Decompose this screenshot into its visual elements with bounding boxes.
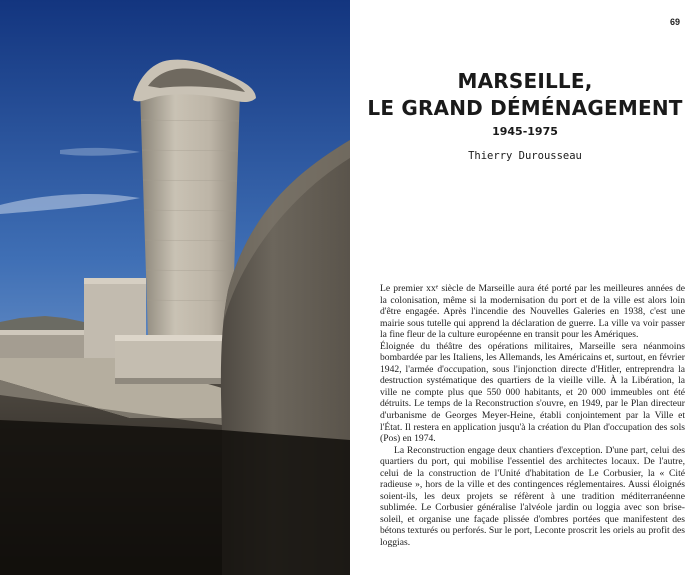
chapter-body <box>380 283 685 549</box>
chapter-title-line-1: MARSEILLE, <box>457 69 593 93</box>
text-page <box>350 0 700 575</box>
chapter-heading <box>350 68 700 162</box>
body-paragraph-2: Éloignée du théâtre des opérations militaires, Marseille sera néanmoins bombardée par les Italiens, les Allemands, les Américains et, surtout, en février 1942, l'armée d'occupation, sous l'injonction directe d'Hitler, entreprendra la destruction systématique des quartiers de la vieille ville. À la Libération, la ville ne compte plus que 550 000 habitants, et 20 000 immeubles ont été détruits. Le temps de la Reconstruction s'ouvre, en 1949, par le Plan directeur d'urbanisme de Georges Meyer-Heine, établi conjointement par la Ville et l'État. Il restera en application jusqu'à la création du Plan d'occupation des sols (Pos) en 1974. <box>380 340 685 445</box>
chapter-dates: 1945-1975 <box>492 125 558 138</box>
body-paragraph-1: Le premier xxᵉ siècle de Marseille aura été porté par les meilleures années de la colonisation, même si la modernisation du port et de la ville est alors loin d'être engagée. Après l'incendie des Nouvelles Galeries en 1938, c'est une mairie sous tutelle qui apprend la déclaration de guerre. La ville va voir passer la fine fleur de la culture européenne en transit pour les Amériques. <box>380 283 685 341</box>
page-number: 69 <box>669 17 680 27</box>
body-paragraph-3: La Reconstruction engage deux chantiers d'exception. D'une part, celui des quartiers du port, qui mobilise l'essentiel des architectes locaux. De l'autre, celui de la construction de l'Unité d'habitation de Le Corbusier, la « Cité radieuse », hors de la ville et des contingences réglementaires. Aussi éloignés soient-ils, les deux projets se réfèrent à une tradition méditerranéenne sublimée. Le Corbusier généralise l'alvéole jardin ou loggia avec son brise-soleil, et organise une façade plissée d'ombres portées que manifestent des bétons texturés ou perforés. Sur le port, Leconte proscrit les oriels au profit des loggias. <box>380 444 685 549</box>
chapter-title-line-2: LE GRAND DÉMÉNAGEMENT <box>367 96 683 120</box>
chapter-author: Thierry Durousseau <box>468 150 582 162</box>
